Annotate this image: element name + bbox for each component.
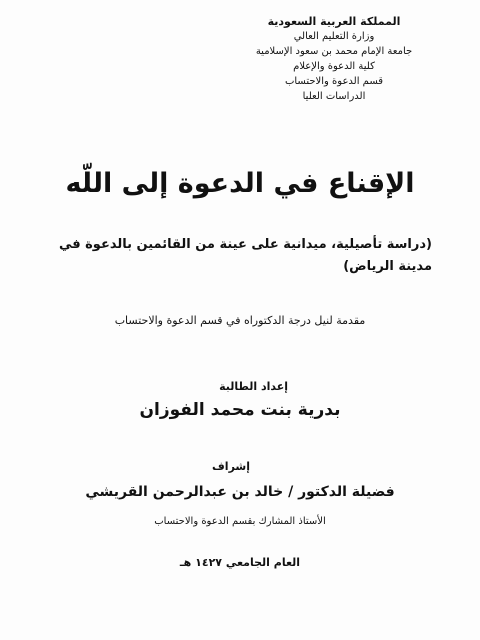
- student-name: بدرية بنت محمد الفوزان: [139, 400, 341, 420]
- header-line-department: قسم الدعوة والاحتساب: [284, 76, 384, 87]
- header-line-graduate-studies: الدراسات العليا: [302, 91, 366, 102]
- thesis-title: الإقناع في الدعوة إلى اللّه: [65, 168, 415, 199]
- prepared-by-label: إعداد الطالبة: [219, 380, 288, 393]
- supervisor-title: الأستاذ المشارك بقسم الدعوة والاحتساب: [154, 516, 326, 527]
- academic-year: العام الجامعي ١٤٢٧ هـ: [179, 556, 301, 569]
- header-line-university: جامعة الإمام محمد بن سعود الإسلامية: [255, 46, 413, 57]
- degree-purpose: مقدمة لنيل درجة الدكتوراه في قسم الدعوة والاحتساب: [114, 314, 366, 327]
- institution-header: [214, 14, 454, 104]
- supervisor-name: فضيلة الدكتور / خالد بن عبدالرحمن القريشي: [85, 484, 395, 500]
- header-line-ministry: وزارة التعليم العالي: [293, 31, 375, 42]
- header-line-college: كلية الدعوة والإعلام: [293, 61, 375, 72]
- header-line-country: المملكة العربية السعودية: [267, 15, 401, 28]
- supervision-label: إشراف: [212, 460, 250, 473]
- thesis-subtitle: (دراسة تأصيلية، ميدانية على عينة من القائمين بالدعوة في مدينة الرياض): [58, 237, 432, 274]
